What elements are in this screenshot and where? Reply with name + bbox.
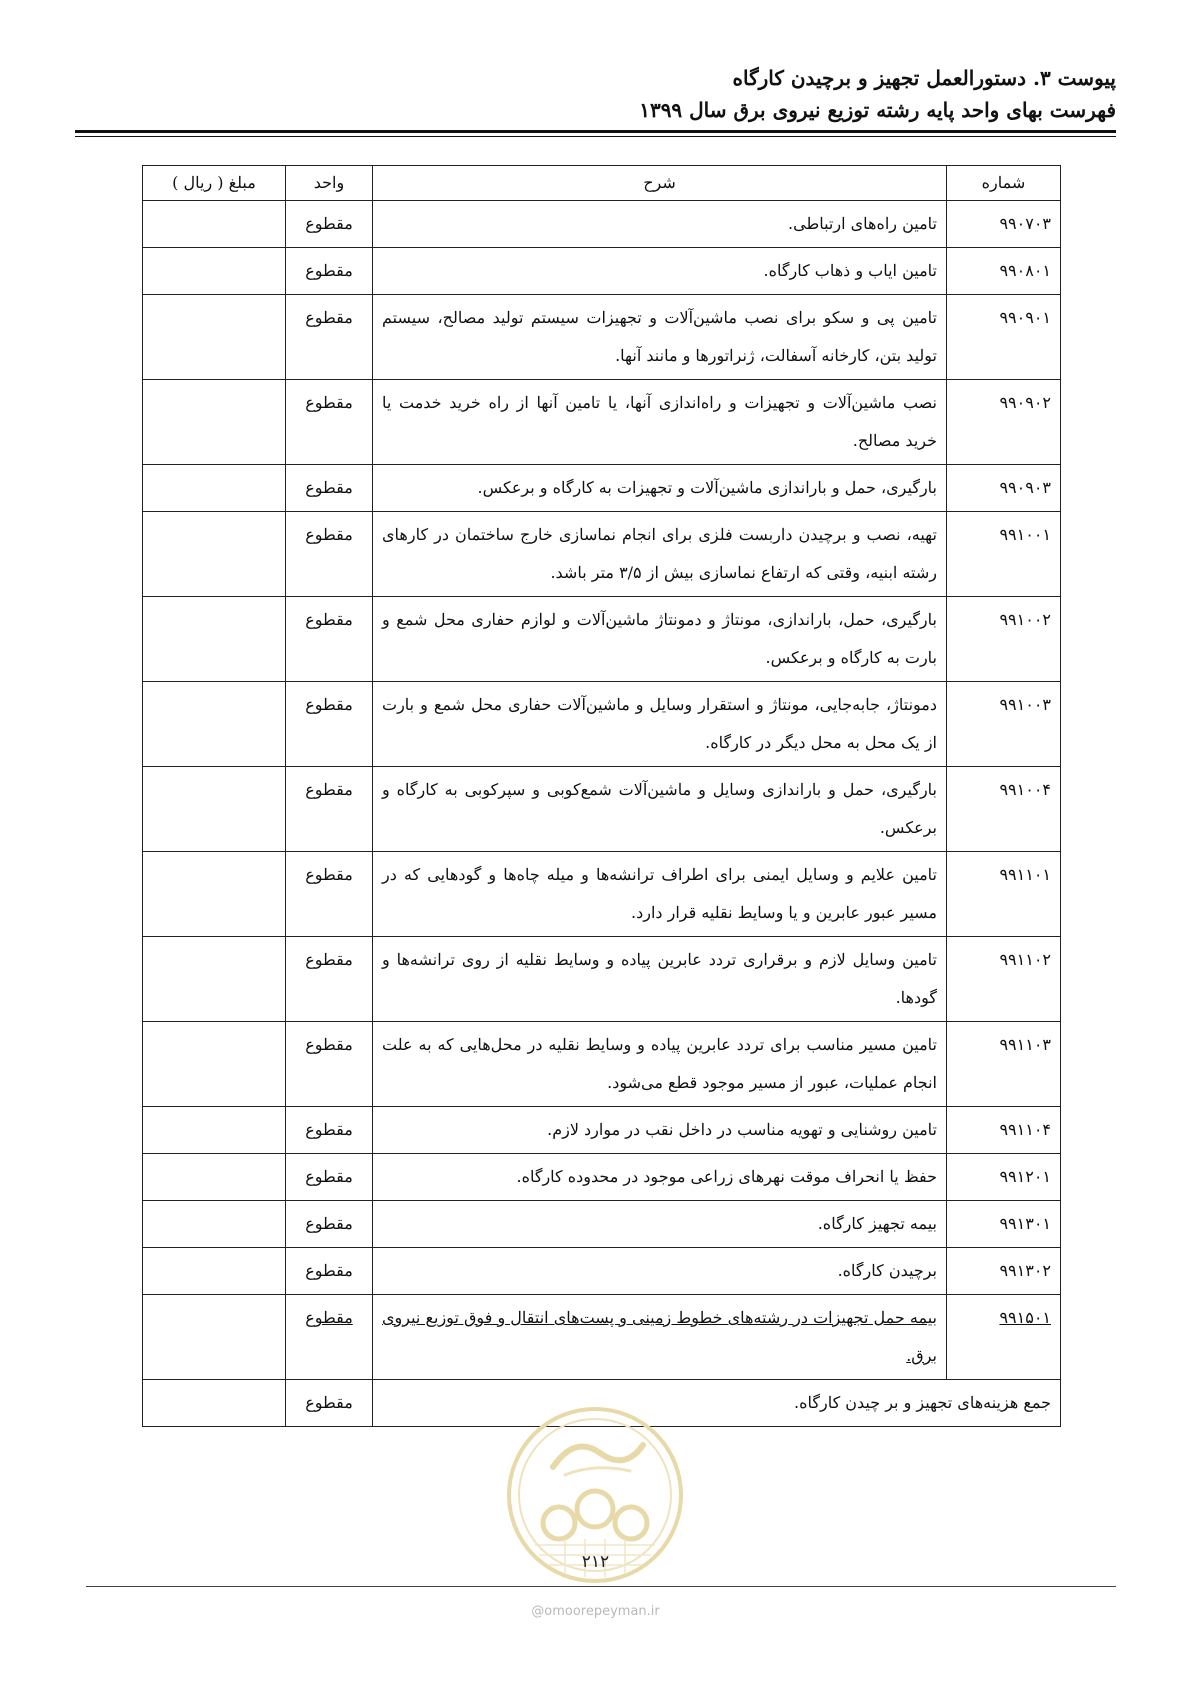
item-description: بارگیری، حمل، باراندازی، مونتاژ و دمونتاژ ماشین‌آلات و لوازم حفاری محل شمع و بارت به کارگاه و برعکس. [373, 597, 947, 682]
item-description: تامین وسایل لازم و برقراری تردد عابرین پیاده و وسایط نقلیه از روی ترانشه‌ها و گودها. [373, 937, 947, 1022]
item-code: ۹۹۱۰۰۴ [947, 767, 1061, 852]
table-row [143, 597, 1061, 682]
item-unit: مقطوع [286, 1154, 373, 1201]
item-amount [143, 1248, 286, 1295]
item-amount [143, 597, 286, 682]
column-header-code: شماره [947, 166, 1061, 201]
item-code: ۹۹۱۳۰۲ [947, 1248, 1061, 1295]
item-code: ۹۹۱۰۰۳ [947, 682, 1061, 767]
item-amount [143, 1022, 286, 1107]
table-row [143, 1107, 1061, 1154]
item-description: تهیه، نصب و برچیدن داربست فلزی برای انجام نماسازی خارج ساختمان در کارهای رشته ابنیه، وقتی که ارتفاع نماسازی بیش از ۳/۵ متر باشد. [373, 512, 947, 597]
item-description: برچیدن کارگاه. [373, 1248, 947, 1295]
item-amount [143, 682, 286, 767]
item-code: ۹۹۰۹۰۱ [947, 295, 1061, 380]
item-unit: مقطوع [286, 852, 373, 937]
item-code: ۹۹۱۳۰۱ [947, 1201, 1061, 1248]
item-code: ۹۹۱۱۰۱ [947, 852, 1061, 937]
item-code: ۹۹۰۹۰۳ [947, 465, 1061, 512]
item-description: تامین ایاب و ذهاب کارگاه. [373, 248, 947, 295]
total-amount [143, 1380, 286, 1427]
item-unit: مقطوع [286, 597, 373, 682]
item-description: تامین روشنایی و تهویه مناسب در داخل نقب در موارد لازم. [373, 1107, 947, 1154]
total-label: جمع هزینه‌های تجهیز و بر چیدن کارگاه. [373, 1380, 1061, 1427]
item-unit: مقطوع [286, 201, 373, 248]
item-amount [143, 852, 286, 937]
item-amount [143, 1201, 286, 1248]
item-unit: مقطوع [286, 682, 373, 767]
item-description: نصب ماشین‌آلات و تجهیزات و راه‌اندازی آنها، یا تامین آنها از راه خرید خدمت یا خرید مصالح. [373, 380, 947, 465]
column-header-description: شرح [373, 166, 947, 201]
item-code: ۹۹۱۱۰۳ [947, 1022, 1061, 1107]
item-unit: مقطوع [286, 512, 373, 597]
table-row [143, 682, 1061, 767]
table-row [143, 1201, 1061, 1248]
item-code: ۹۹۰۸۰۱ [947, 248, 1061, 295]
page-number: ۲۱۲ [581, 1552, 610, 1572]
table-row [143, 1022, 1061, 1107]
header-rule-thin [75, 136, 1116, 137]
item-unit: مقطوع [305, 1308, 353, 1327]
item-amount [143, 380, 286, 465]
item-description: حفظ یا انحراف موقت نهرهای زراعی موجود در محدوده کارگاه. [373, 1154, 947, 1201]
table-row [143, 380, 1061, 465]
item-unit: مقطوع [286, 380, 373, 465]
item-code: ۹۹۱۱۰۴ [947, 1107, 1061, 1154]
item-unit: مقطوع [286, 1107, 373, 1154]
table-header-row [143, 166, 1061, 201]
footer-rule [86, 1586, 1116, 1587]
item-code: ۹۹۰۹۰۲ [947, 380, 1061, 465]
item-code: ۹۹۱۵۰۱ [999, 1308, 1051, 1327]
item-amount [143, 937, 286, 1022]
item-description: بارگیری، حمل و باراندازی ماشین‌آلات و تجهیزات به کارگاه و برعکس. [373, 465, 947, 512]
item-amount [143, 465, 286, 512]
table-row [143, 201, 1061, 248]
item-description: تامین پی و سکو برای نصب ماشین‌آلات و تجهیزات سیستم تولید مصالح، سیستم تولید بتن، کارخانه آسفالت، ژنراتورها و مانند آنها. [373, 295, 947, 380]
website-watermark: @omoorepeyman.ir [531, 1604, 660, 1619]
item-description: تامین علایم و وسایل ایمنی برای اطراف ترانشه‌ها و میله چاه‌ها و گودهایی که در مسیر عبور عابرین و یا وسایط نقلیه قرار دارد. [373, 852, 947, 937]
item-code: ۹۹۰۷۰۳ [947, 201, 1061, 248]
item-amount [143, 1154, 286, 1201]
table-row [143, 1154, 1061, 1201]
item-description: تامین مسیر مناسب برای تردد عابرین پیاده و وسایط نقلیه در محل‌هایی که به علت انجام عملیات، عبور از مسیر موجود قطع می‌شود. [373, 1022, 947, 1107]
item-amount [143, 767, 286, 852]
item-amount [143, 1295, 286, 1380]
table-row [143, 465, 1061, 512]
table-row [143, 248, 1061, 295]
item-unit: مقطوع [286, 248, 373, 295]
table-row [143, 512, 1061, 597]
item-amount [143, 1107, 286, 1154]
table-row [143, 295, 1061, 380]
item-code: ۹۹۱۰۰۲ [947, 597, 1061, 682]
item-code: ۹۹۱۲۰۱ [947, 1154, 1061, 1201]
table-row [143, 1248, 1061, 1295]
item-unit: مقطوع [286, 465, 373, 512]
item-description: دمونتاژ، جابه‌جایی، مونتاژ و استقرار وسایل و ماشین‌آلات حفاری محل شمع و بارت از یک محل به محل دیگر در کارگاه. [373, 682, 947, 767]
item-description: تامین راه‌های ارتباطی. [373, 201, 947, 248]
item-code: ۹۹۱۱۰۲ [947, 937, 1061, 1022]
item-unit: مقطوع [286, 295, 373, 380]
item-unit: مقطوع [286, 767, 373, 852]
items-table [142, 165, 1061, 1427]
item-amount [143, 295, 286, 380]
table-row [143, 1295, 1061, 1380]
item-amount [143, 201, 286, 248]
item-unit: مقطوع [286, 1248, 373, 1295]
item-amount [143, 512, 286, 597]
item-amount [143, 248, 286, 295]
item-code: ۹۹۱۰۰۱ [947, 512, 1061, 597]
table-row [143, 852, 1061, 937]
item-unit: مقطوع [286, 937, 373, 1022]
item-unit: مقطوع [286, 1022, 373, 1107]
table-row [143, 937, 1061, 1022]
column-header-unit: واحد [286, 166, 373, 201]
item-description: بیمه تجهیز کارگاه. [373, 1201, 947, 1248]
total-unit: مقطوع [286, 1380, 373, 1427]
price-list-title: فهرست بهای واحد پایه رشته توزیع نیروی برق سال ۱۳۹۹ [639, 98, 1116, 122]
appendix-title: پیوست ۳. دستورالعمل تجهیز و برچیدن کارگاه [732, 66, 1116, 90]
header-rule-thick [75, 130, 1116, 133]
item-unit: مقطوع [286, 1201, 373, 1248]
page-header [75, 62, 1116, 126]
item-description: بارگیری، حمل و باراندازی وسایل و ماشین‌آلات شمع‌کوبی و سپرکوبی به کارگاه و برعکس. [373, 767, 947, 852]
column-header-amount: مبلغ ( ریال ) [143, 166, 286, 201]
table-row [143, 767, 1061, 852]
item-description: بیمه حمل تجهیزات در رشته‌های خطوط زمینی و پست‌های انتقال و فوق توزیع نیروی برق. [382, 1308, 937, 1365]
